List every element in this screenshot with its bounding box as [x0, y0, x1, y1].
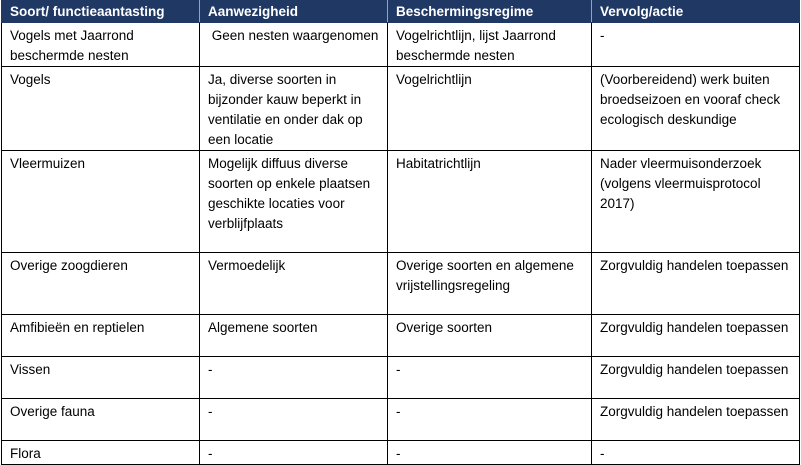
- table-row: [2, 23, 800, 67]
- table-row: [2, 399, 800, 441]
- cell-regime: Overige soorten: [388, 315, 592, 357]
- cell-species: Overige fauna: [2, 399, 200, 441]
- cell-species: Vogels met Jaarrond beschermde nesten: [2, 23, 200, 67]
- cell-action: Zorgvuldig handelen toepassen: [592, 357, 800, 399]
- cell-species: Vissen: [2, 357, 200, 399]
- cell-action: Zorgvuldig handelen toepassen: [592, 253, 800, 315]
- cell-action: (Voorbereidend) werk buiten broedseizoen en vooraf check ecologisch deskundige: [592, 67, 800, 151]
- table-row: [2, 67, 800, 151]
- table-row: [2, 151, 800, 253]
- cell-species: Overige zoogdieren: [2, 253, 200, 315]
- table-row: [2, 315, 800, 357]
- cell-species: Vogels: [2, 67, 200, 151]
- header-row: [2, 1, 800, 23]
- cell-presence: -: [200, 441, 388, 465]
- cell-presence: Vermoedelijk: [200, 253, 388, 315]
- table-row: [2, 253, 800, 315]
- cell-action: Zorgvuldig handelen toepassen: [592, 399, 800, 441]
- cell-action: -: [592, 23, 800, 67]
- cell-presence: Mogelijk diffuus diverse soorten op enkele plaatsen geschikte locaties voor verblijfplaats: [200, 151, 388, 253]
- cell-presence: -: [200, 357, 388, 399]
- cell-action: Zorgvuldig handelen toepassen: [592, 315, 800, 357]
- cell-presence: Algemene soorten: [200, 315, 388, 357]
- header-species: Soort/ functieaantasting: [2, 1, 200, 23]
- cell-action: Nader vleermuisonderzoek (volgens vleermuisprotocol 2017): [592, 151, 800, 253]
- cell-regime: -: [388, 357, 592, 399]
- header-follow-up-action: Vervolg/actie: [592, 1, 800, 23]
- header-protection-regime: Beschermingsregime: [388, 1, 592, 23]
- cell-presence: -: [200, 399, 388, 441]
- cell-species: Amfibieën en reptielen: [2, 315, 200, 357]
- cell-presence: Geen nesten waargenomen: [200, 23, 388, 67]
- cell-action: -: [592, 441, 800, 465]
- table-row: [2, 357, 800, 399]
- cell-species: Vleermuizen: [2, 151, 200, 253]
- header-presence: Aanwezigheid: [200, 1, 388, 23]
- cell-presence: Ja, diverse soorten in bijzonder kauw beperkt in ventilatie en onder dak op een locatie: [200, 67, 388, 151]
- cell-regime: Overige soorten en algemene vrijstellingsregeling: [388, 253, 592, 315]
- cell-regime: Habitatrichtlijn: [388, 151, 592, 253]
- table-row: [2, 441, 800, 465]
- cell-species: Flora: [2, 441, 200, 465]
- cell-regime: Vogelrichtlijn: [388, 67, 592, 151]
- cell-regime: -: [388, 441, 592, 465]
- cell-regime: Vogelrichtlijn, lijst Jaarrond beschermde nesten: [388, 23, 592, 67]
- species-table: [1, 0, 800, 465]
- cell-regime: -: [388, 399, 592, 441]
